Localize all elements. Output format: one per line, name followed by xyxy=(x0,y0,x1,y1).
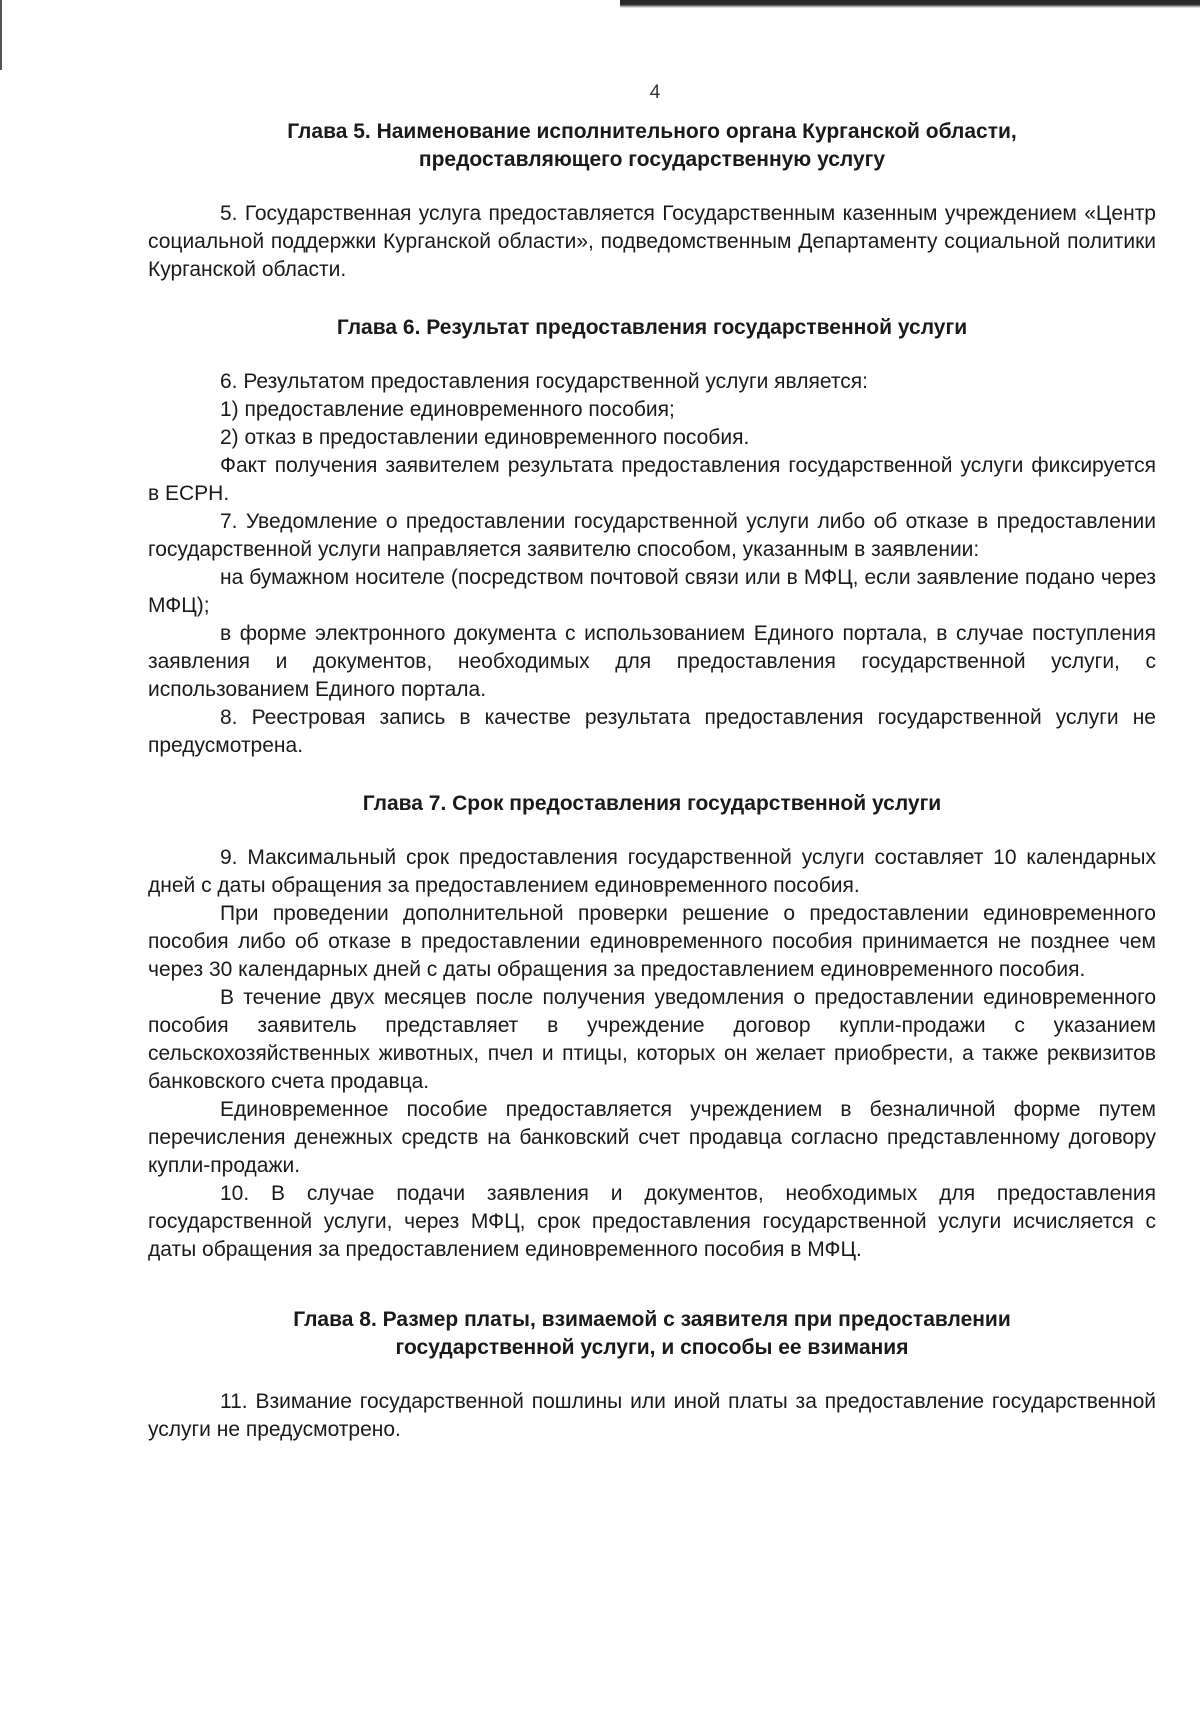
chapter-5-heading xyxy=(148,118,1156,174)
chapter-6-heading xyxy=(148,314,1156,342)
chapter-7-heading-line-1: Глава 7. Срок предоставления государственной услуги xyxy=(362,792,942,815)
chapter-6-heading-line-1: Глава 6. Результат предоставления государственной услуги xyxy=(336,316,968,339)
clause-10: 10. В случае подачи заявления и документов, необходимых для предоставления государственной услуги, через МФЦ, срок предоставления государственной услуги исчисляется с даты обращения за предоставлением единовременного пособия в МФЦ. xyxy=(148,1182,1156,1261)
clause-6-item-1: 1) предоставление единовременного пособия; xyxy=(220,398,675,421)
clause-7: 7. Уведомление о предоставлении государственной услуги либо об отказе в предоставлении государственной услуги направляется заявителю способом, указанным в заявлении: xyxy=(148,510,1156,561)
clause-9-contract: В течение двух месяцев после получения уведомления о предоставлении единовременного пособия заявитель представляет в учреждение договор купли-продажи с указанием сельскохозяйственных животных, пчел и птицы, которых он желает приобрести, а также реквизитов банковского счета продавца. xyxy=(148,986,1156,1093)
chapter-8-heading-line-2: государственной услуги, и способы ее взимания xyxy=(395,1336,909,1359)
clause-9-check: При проведении дополнительной проверки решение о предоставлении единовременного пособия либо об отказе в предоставлении единовременного пособия принимается не позднее чем через 30 календарных дней с даты обращения за предоставлением единовременного пособия. xyxy=(148,902,1156,981)
clause-9-payment: Единовременное пособие предоставляется учреждением в безналичной форме путем перечисления денежных средств на банковский счет продавца согласно представленному договору купли-продажи. xyxy=(148,1098,1156,1177)
clause-6-item-2: 2) отказ в предоставлении единовременного пособия. xyxy=(220,426,750,449)
clause-11: 11. Взимание государственной пошлины или иной платы за предоставление государственной услуги не предусмотрено. xyxy=(148,1390,1156,1441)
document-body xyxy=(148,118,1156,1444)
chapter-8-heading xyxy=(148,1306,1156,1362)
clause-7-electronic: в форме электронного документа с использованием Единого портала, в случае поступления заявления и документов, необходимых для предоставления государственной услуги, с использованием Единого портала. xyxy=(148,622,1156,701)
clause-5: 5. Государственная услуга предоставляется Государственным казенным учреждением «Центр социальной поддержки Курганской области», подведомственным Департаменту социальной политики Курганской области. xyxy=(148,202,1156,281)
page-number: 4 xyxy=(649,82,661,103)
clause-6-fact: Факт получения заявителем результата предоставления государственной услуги фиксируется в ЕСРН. xyxy=(148,454,1156,505)
clause-9: 9. Максимальный срок предоставления государственной услуги составляет 10 календарных дней с даты обращения за предоставлением единовременного пособия. xyxy=(148,846,1156,897)
clause-6: 6. Результатом предоставления государственной услуги является: xyxy=(220,370,868,393)
chapter-5-heading-line-2: предоставляющего государственную услугу xyxy=(418,148,886,171)
scan-edge-top xyxy=(620,0,1200,8)
chapter-8-heading-line-1: Глава 8. Размер платы, взимаемой с заявителя при предоставлении xyxy=(293,1308,1011,1331)
scan-edge-left xyxy=(0,0,2,70)
chapter-7-heading xyxy=(148,790,1156,818)
clause-8: 8. Реестровая запись в качестве результата предоставления государственной услуги не предусмотрена. xyxy=(148,706,1156,757)
clause-7-paper: на бумажном носителе (посредством почтовой связи или в МФЦ, если заявление подано через МФЦ); xyxy=(148,566,1156,617)
chapter-5-heading-line-1: Глава 5. Наименование исполнительного органа Курганской области, xyxy=(287,120,1017,143)
